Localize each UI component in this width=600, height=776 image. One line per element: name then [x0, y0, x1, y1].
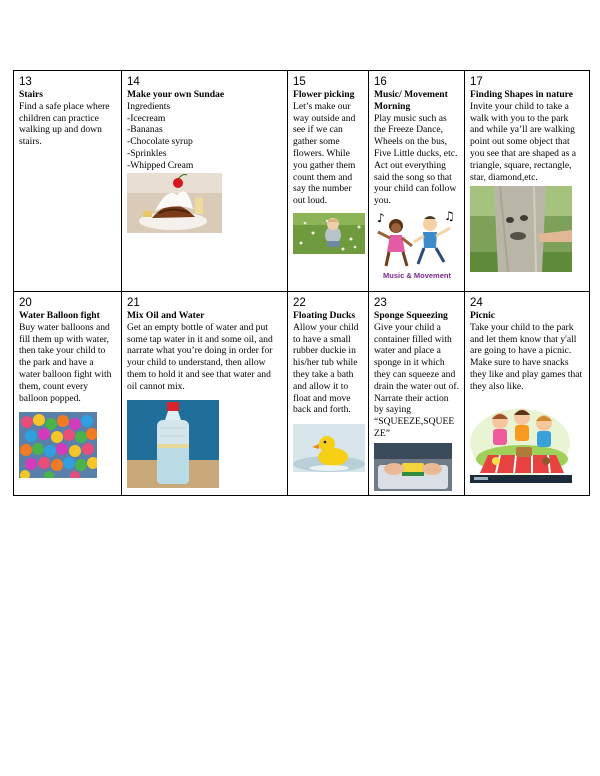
calendar-grid	[13, 70, 590, 496]
day-cell-21	[122, 292, 288, 496]
rubber-duck-image	[293, 424, 365, 472]
tree-face-image	[470, 186, 572, 272]
day-number: 13	[19, 76, 32, 88]
week-row	[14, 71, 590, 292]
water-bottle-image	[127, 400, 219, 488]
svg-text:♪: ♪	[377, 210, 385, 225]
day-cell-20	[14, 292, 122, 496]
activity-title: Flower picking	[293, 89, 355, 100]
day-cell-16	[369, 71, 465, 292]
music-movement-caption: Music & Movement	[383, 270, 451, 280]
activity-title: Music/ Movement Morning	[374, 89, 448, 112]
day-number: 16	[374, 76, 387, 88]
activity-description: Play music such as the Freeze Dance, Wheels on the bus, Five Little ducks, etc. Act out everything said the song so that your child can follow you.	[374, 112, 458, 207]
day-number: 22	[293, 297, 306, 309]
ingredient-item: -Whipped Cream	[127, 159, 194, 171]
day-cell-23	[369, 292, 465, 496]
activity-description: Allow your child to have a small rubber duckie in his/her tub while they take a bath and allow it to float and move back and forth.	[293, 321, 359, 416]
activity-title: Sponge Squeezing	[374, 310, 448, 321]
activity-title: Mix Oil and Water	[127, 310, 205, 321]
activity-title: Water Balloon fight	[19, 310, 100, 321]
day-cell-15	[288, 71, 369, 292]
day-number: 24	[470, 297, 483, 309]
music-movement-image	[374, 208, 460, 280]
sundae-image	[127, 173, 222, 233]
activity-description: Take your child to the park and let them know that y'all are going to have a picnic. Make sure to have snacks they like and play games that they also like.	[470, 321, 583, 392]
day-cell-13	[14, 71, 122, 292]
day-cell-24	[465, 292, 590, 496]
ingredient-item: -Chocolate syrup	[127, 136, 193, 148]
svg-text:♫: ♫	[444, 208, 455, 223]
ingredient-item: -Sprinkles	[127, 147, 167, 159]
activity-title: Floating Ducks	[293, 310, 356, 321]
water-balloons-image	[19, 412, 97, 478]
activity-title: Make your own Sundae	[127, 89, 225, 100]
day-cell-17	[465, 71, 590, 292]
day-number: 20	[19, 297, 32, 309]
activity-description: Find a safe place where children can practice walking up and down stairs.	[19, 100, 110, 148]
activity-description: Get an empty bottle of water and put some tap water in it and some oil, and narrate what you’re doing in order for your child to understand, then allow them to hold it and see that water and oil cannot mix.	[127, 321, 273, 392]
activity-title: Finding Shapes in nature	[470, 89, 573, 100]
week-row	[14, 292, 590, 496]
picnic-image	[470, 399, 572, 483]
ingredients-label: Ingredients	[127, 100, 171, 112]
activity-title: Picnic	[470, 310, 496, 321]
day-number: 15	[293, 76, 306, 88]
sponge-image	[374, 443, 452, 491]
activity-description: Buy water balloons and fill them up with water, then take your child to the park and have a water balloon fight with them, count every balloon popped.	[19, 321, 112, 404]
ingredient-item: -Icecream	[127, 112, 166, 124]
activity-description: Give your child a container filled with water and place a sponge in it which they can squeeze and drain the water out of. Narrate their action by saying “SQUEEZE,SQUEE ZE”	[374, 321, 459, 439]
day-number: 23	[374, 297, 387, 309]
activity-description: Invite your child to take a walk with you to the park and while ya’ll are walking point out some object that you see that are shaped as a triangle, square, rectangle, star, diamond,etc.	[470, 100, 577, 183]
day-cell-22	[288, 292, 369, 496]
day-number: 14	[127, 76, 140, 88]
day-cell-14	[122, 71, 288, 292]
day-number: 21	[127, 297, 140, 309]
day-number: 17	[470, 76, 483, 88]
activity-title: Stairs	[19, 89, 43, 100]
flower-picking-image	[293, 213, 365, 254]
activity-description: Let’s make our way outside and see if we can gather some flowers. While you gather them count them and say the number out loud.	[293, 100, 356, 207]
ingredient-item: -Bananas	[127, 124, 163, 136]
